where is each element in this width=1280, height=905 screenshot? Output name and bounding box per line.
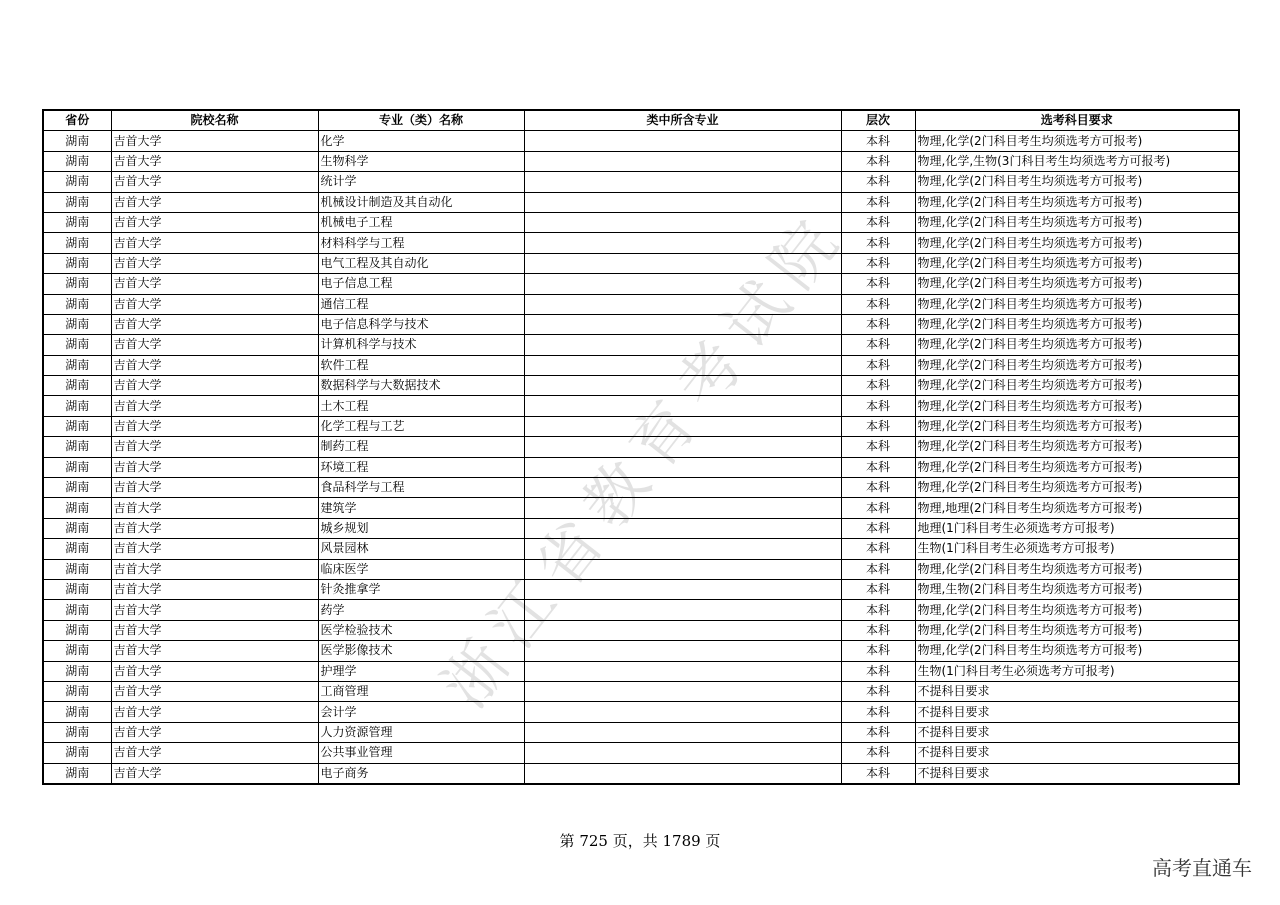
cell-included-majors [524, 416, 841, 436]
table-row [43, 641, 1239, 661]
cell-school-name: 吉首大学 [111, 722, 318, 742]
cell-province: 湖南 [43, 641, 111, 661]
cell-subject-requirements: 物理,化学(2门科目考生均须选考方可报考) [915, 253, 1239, 273]
cell-major-name: 土木工程 [318, 396, 524, 416]
cell-province: 湖南 [43, 376, 111, 396]
cell-school-name: 吉首大学 [111, 641, 318, 661]
cell-level: 本科 [841, 478, 915, 498]
table-row [43, 274, 1239, 294]
table-row [43, 355, 1239, 375]
cell-major-name: 计算机科学与技术 [318, 335, 524, 355]
cell-included-majors [524, 151, 841, 171]
cell-subject-requirements: 物理,化学(2门科目考生均须选考方可报考) [915, 131, 1239, 151]
cell-level: 本科 [841, 233, 915, 253]
cell-included-majors [524, 763, 841, 784]
table-row [43, 661, 1239, 681]
cell-included-majors [524, 212, 841, 232]
table-row [43, 743, 1239, 763]
cell-province: 湖南 [43, 457, 111, 477]
watermark: 浙江省教育考试院 [428, 197, 860, 722]
cell-subject-requirements: 物理,化学(2门科目考生均须选考方可报考) [915, 192, 1239, 212]
table-header-row [43, 110, 1239, 131]
cell-subject-requirements: 物理,化学(2门科目考生均须选考方可报考) [915, 620, 1239, 640]
cell-province: 湖南 [43, 518, 111, 538]
table-row [43, 539, 1239, 559]
cell-subject-requirements: 物理,化学(2门科目考生均须选考方可报考) [915, 437, 1239, 457]
cell-subject-requirements: 不提科目要求 [915, 702, 1239, 722]
cell-included-majors [524, 478, 841, 498]
cell-school-name: 吉首大学 [111, 681, 318, 701]
cell-school-name: 吉首大学 [111, 355, 318, 375]
cell-province: 湖南 [43, 763, 111, 784]
cell-subject-requirements: 生物(1门科目考生必须选考方可报考) [915, 661, 1239, 681]
cell-level: 本科 [841, 131, 915, 151]
cell-level: 本科 [841, 253, 915, 273]
cell-included-majors [524, 579, 841, 599]
cell-included-majors [524, 253, 841, 273]
table-row [43, 681, 1239, 701]
cell-school-name: 吉首大学 [111, 416, 318, 436]
header-included-majors: 类中所含专业 [524, 110, 841, 131]
table-row [43, 335, 1239, 355]
cell-subject-requirements: 物理,化学(2门科目考生均须选考方可报考) [915, 416, 1239, 436]
cell-subject-requirements: 物理,化学(2门科目考生均须选考方可报考) [915, 355, 1239, 375]
cell-level: 本科 [841, 335, 915, 355]
cell-included-majors [524, 131, 841, 151]
table-row [43, 478, 1239, 498]
cell-major-name: 生物科学 [318, 151, 524, 171]
cell-major-name: 制药工程 [318, 437, 524, 457]
cell-school-name: 吉首大学 [111, 253, 318, 273]
cell-subject-requirements: 不提科目要求 [915, 681, 1239, 701]
header-level: 层次 [841, 110, 915, 131]
cell-level: 本科 [841, 702, 915, 722]
cell-level: 本科 [841, 661, 915, 681]
cell-major-name: 通信工程 [318, 294, 524, 314]
table-row [43, 559, 1239, 579]
cell-subject-requirements: 物理,化学(2门科目考生均须选考方可报考) [915, 396, 1239, 416]
cell-province: 湖南 [43, 437, 111, 457]
cell-level: 本科 [841, 355, 915, 375]
cell-school-name: 吉首大学 [111, 396, 318, 416]
table-row [43, 416, 1239, 436]
cell-province: 湖南 [43, 233, 111, 253]
cell-level: 本科 [841, 681, 915, 701]
cell-major-name: 建筑学 [318, 498, 524, 518]
table-row [43, 192, 1239, 212]
cell-subject-requirements: 物理,化学(2门科目考生均须选考方可报考) [915, 212, 1239, 232]
table-row [43, 437, 1239, 457]
cell-province: 湖南 [43, 478, 111, 498]
table-row [43, 763, 1239, 784]
cell-school-name: 吉首大学 [111, 314, 318, 334]
cell-included-majors [524, 702, 841, 722]
table-row [43, 314, 1239, 334]
table-row [43, 457, 1239, 477]
table-row [43, 498, 1239, 518]
cell-level: 本科 [841, 192, 915, 212]
cell-major-name: 统计学 [318, 172, 524, 192]
cell-subject-requirements: 物理,化学(2门科目考生均须选考方可报考) [915, 274, 1239, 294]
cell-included-majors [524, 274, 841, 294]
cell-major-name: 电子信息工程 [318, 274, 524, 294]
cell-province: 湖南 [43, 579, 111, 599]
cell-province: 湖南 [43, 600, 111, 620]
cell-subject-requirements: 物理,化学(2门科目考生均须选考方可报考) [915, 335, 1239, 355]
table-row [43, 600, 1239, 620]
cell-school-name: 吉首大学 [111, 600, 318, 620]
cell-included-majors [524, 192, 841, 212]
table-row [43, 253, 1239, 273]
cell-level: 本科 [841, 274, 915, 294]
cell-major-name: 临床医学 [318, 559, 524, 579]
cell-school-name: 吉首大学 [111, 335, 318, 355]
cell-level: 本科 [841, 396, 915, 416]
cell-level: 本科 [841, 416, 915, 436]
cell-school-name: 吉首大学 [111, 294, 318, 314]
cell-school-name: 吉首大学 [111, 579, 318, 599]
cell-included-majors [524, 681, 841, 701]
cell-subject-requirements: 物理,化学(2门科目考生均须选考方可报考) [915, 641, 1239, 661]
cell-level: 本科 [841, 457, 915, 477]
cell-school-name: 吉首大学 [111, 437, 318, 457]
cell-province: 湖南 [43, 131, 111, 151]
cell-major-name: 机械电子工程 [318, 212, 524, 232]
table-row [43, 396, 1239, 416]
cell-major-name: 药学 [318, 600, 524, 620]
cell-school-name: 吉首大学 [111, 539, 318, 559]
table-row [43, 172, 1239, 192]
cell-major-name: 化学工程与工艺 [318, 416, 524, 436]
cell-province: 湖南 [43, 702, 111, 722]
cell-major-name: 风景园林 [318, 539, 524, 559]
cell-level: 本科 [841, 539, 915, 559]
cell-major-name: 电子商务 [318, 763, 524, 784]
cell-level: 本科 [841, 294, 915, 314]
cell-subject-requirements: 物理,化学(2门科目考生均须选考方可报考) [915, 559, 1239, 579]
cell-province: 湖南 [43, 559, 111, 579]
header-province: 省份 [43, 110, 111, 131]
page-number: 第 725 页，共 1789 页 [559, 832, 721, 850]
cell-subject-requirements: 物理,化学(2门科目考生均须选考方可报考) [915, 233, 1239, 253]
cell-subject-requirements: 物理,化学,生物(3门科目考生均须选考方可报考) [915, 151, 1239, 171]
cell-level: 本科 [841, 498, 915, 518]
cell-included-majors [524, 620, 841, 640]
cell-included-majors [524, 172, 841, 192]
header-school-name: 院校名称 [111, 110, 318, 131]
cell-included-majors [524, 294, 841, 314]
cell-province: 湖南 [43, 416, 111, 436]
cell-major-name: 医学检验技术 [318, 620, 524, 640]
table-row [43, 579, 1239, 599]
brand-watermark: 高考直通车 [1152, 856, 1252, 880]
cell-major-name: 电气工程及其自动化 [318, 253, 524, 273]
cell-province: 湖南 [43, 172, 111, 192]
cell-subject-requirements: 物理,地理(2门科目考生均须选考方可报考) [915, 498, 1239, 518]
cell-major-name: 人力资源管理 [318, 722, 524, 742]
cell-school-name: 吉首大学 [111, 172, 318, 192]
cell-school-name: 吉首大学 [111, 478, 318, 498]
cell-subject-requirements: 物理,化学(2门科目考生均须选考方可报考) [915, 294, 1239, 314]
cell-province: 湖南 [43, 355, 111, 375]
cell-school-name: 吉首大学 [111, 763, 318, 784]
cell-major-name: 化学 [318, 131, 524, 151]
cell-subject-requirements: 物理,化学(2门科目考生均须选考方可报考) [915, 600, 1239, 620]
cell-included-majors [524, 233, 841, 253]
table-row [43, 722, 1239, 742]
cell-school-name: 吉首大学 [111, 661, 318, 681]
cell-level: 本科 [841, 376, 915, 396]
cell-major-name: 材料科学与工程 [318, 233, 524, 253]
cell-included-majors [524, 498, 841, 518]
cell-school-name: 吉首大学 [111, 559, 318, 579]
cell-included-majors [524, 559, 841, 579]
cell-subject-requirements: 不提科目要求 [915, 722, 1239, 742]
cell-level: 本科 [841, 314, 915, 334]
cell-school-name: 吉首大学 [111, 702, 318, 722]
cell-province: 湖南 [43, 274, 111, 294]
table-row [43, 131, 1239, 151]
cell-province: 湖南 [43, 212, 111, 232]
cell-school-name: 吉首大学 [111, 743, 318, 763]
cell-province: 湖南 [43, 539, 111, 559]
header-subject-requirements: 选考科目要求 [915, 110, 1239, 131]
cell-included-majors [524, 376, 841, 396]
table-row [43, 212, 1239, 232]
cell-level: 本科 [841, 172, 915, 192]
cell-major-name: 工商管理 [318, 681, 524, 701]
cell-province: 湖南 [43, 743, 111, 763]
cell-province: 湖南 [43, 192, 111, 212]
cell-level: 本科 [841, 151, 915, 171]
cell-subject-requirements: 地理(1门科目考生必须选考方可报考) [915, 518, 1239, 538]
cell-major-name: 公共事业管理 [318, 743, 524, 763]
cell-school-name: 吉首大学 [111, 620, 318, 640]
cell-major-name: 电子信息科学与技术 [318, 314, 524, 334]
cell-major-name: 针灸推拿学 [318, 579, 524, 599]
cell-included-majors [524, 355, 841, 375]
cell-included-majors [524, 396, 841, 416]
table-row [43, 702, 1239, 722]
cell-included-majors [524, 661, 841, 681]
cell-province: 湖南 [43, 151, 111, 171]
cell-school-name: 吉首大学 [111, 131, 318, 151]
cell-province: 湖南 [43, 681, 111, 701]
cell-province: 湖南 [43, 253, 111, 273]
cell-province: 湖南 [43, 661, 111, 681]
table-row [43, 518, 1239, 538]
cell-school-name: 吉首大学 [111, 274, 318, 294]
cell-level: 本科 [841, 620, 915, 640]
cell-school-name: 吉首大学 [111, 233, 318, 253]
cell-level: 本科 [841, 743, 915, 763]
cell-subject-requirements: 物理,生物(2门科目考生均须选考方可报考) [915, 579, 1239, 599]
table-row [43, 233, 1239, 253]
cell-subject-requirements: 生物(1门科目考生必须选考方可报考) [915, 539, 1239, 559]
cell-included-majors [524, 539, 841, 559]
cell-subject-requirements: 物理,化学(2门科目考生均须选考方可报考) [915, 172, 1239, 192]
cell-school-name: 吉首大学 [111, 376, 318, 396]
cell-included-majors [524, 641, 841, 661]
cell-province: 湖南 [43, 294, 111, 314]
cell-province: 湖南 [43, 396, 111, 416]
cell-province: 湖南 [43, 335, 111, 355]
cell-major-name: 会计学 [318, 702, 524, 722]
cell-included-majors [524, 437, 841, 457]
cell-included-majors [524, 335, 841, 355]
cell-major-name: 医学影像技术 [318, 641, 524, 661]
cell-major-name: 城乡规划 [318, 518, 524, 538]
cell-school-name: 吉首大学 [111, 498, 318, 518]
cell-included-majors [524, 722, 841, 742]
cell-major-name: 机械设计制造及其自动化 [318, 192, 524, 212]
cell-school-name: 吉首大学 [111, 192, 318, 212]
cell-included-majors [524, 600, 841, 620]
cell-level: 本科 [841, 559, 915, 579]
cell-included-majors [524, 457, 841, 477]
cell-school-name: 吉首大学 [111, 457, 318, 477]
cell-major-name: 数据科学与大数据技术 [318, 376, 524, 396]
cell-level: 本科 [841, 641, 915, 661]
cell-subject-requirements: 不提科目要求 [915, 743, 1239, 763]
cell-school-name: 吉首大学 [111, 518, 318, 538]
cell-level: 本科 [841, 212, 915, 232]
cell-subject-requirements: 物理,化学(2门科目考生均须选考方可报考) [915, 314, 1239, 334]
cell-major-name: 环境工程 [318, 457, 524, 477]
cell-included-majors [524, 743, 841, 763]
cell-school-name: 吉首大学 [111, 212, 318, 232]
cell-province: 湖南 [43, 498, 111, 518]
cell-level: 本科 [841, 518, 915, 538]
cell-major-name: 食品科学与工程 [318, 478, 524, 498]
table-row [43, 620, 1239, 640]
cell-included-majors [524, 314, 841, 334]
cell-level: 本科 [841, 437, 915, 457]
cell-level: 本科 [841, 722, 915, 742]
cell-province: 湖南 [43, 620, 111, 640]
table-row [43, 376, 1239, 396]
cell-level: 本科 [841, 763, 915, 784]
cell-major-name: 软件工程 [318, 355, 524, 375]
subject-requirements-table [42, 109, 1240, 785]
table-row [43, 294, 1239, 314]
cell-major-name: 护理学 [318, 661, 524, 681]
cell-subject-requirements: 不提科目要求 [915, 763, 1239, 784]
cell-level: 本科 [841, 600, 915, 620]
cell-province: 湖南 [43, 722, 111, 742]
cell-subject-requirements: 物理,化学(2门科目考生均须选考方可报考) [915, 457, 1239, 477]
cell-level: 本科 [841, 579, 915, 599]
cell-included-majors [524, 518, 841, 538]
cell-subject-requirements: 物理,化学(2门科目考生均须选考方可报考) [915, 376, 1239, 396]
cell-subject-requirements: 物理,化学(2门科目考生均须选考方可报考) [915, 478, 1239, 498]
table-body [43, 131, 1239, 784]
cell-school-name: 吉首大学 [111, 151, 318, 171]
cell-province: 湖南 [43, 314, 111, 334]
table-row [43, 151, 1239, 171]
header-major-name: 专业（类）名称 [318, 110, 524, 131]
